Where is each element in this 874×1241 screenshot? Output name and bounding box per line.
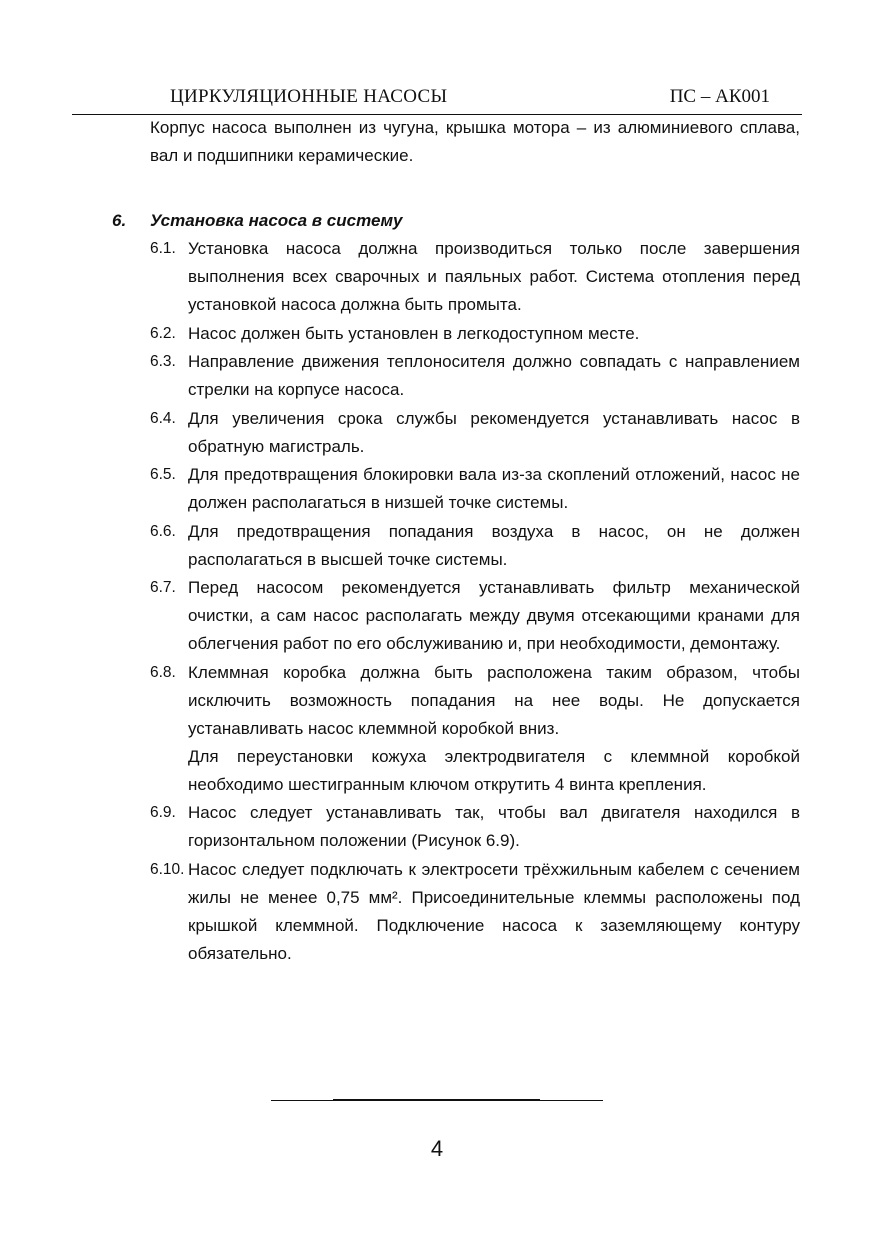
section-heading (112, 207, 402, 235)
list-item (150, 405, 800, 461)
list-item (150, 320, 800, 348)
item-text: Насос следует подключать к электросети трёхжильным кабелем с сечением жилы не менее 0,75 мм². Присоединительные клеммы расположены под крышкой клеммной. Подключение насоса к заземляющему контуру обязательно. (188, 859, 800, 963)
item-text: Направление движения теплоносителя должно совпадать с направлением стрелки на корпусе насоса. (188, 352, 800, 399)
list-item (150, 348, 800, 404)
list-item (150, 518, 800, 574)
list-item (150, 856, 800, 968)
item-number: 6.6. (150, 522, 176, 540)
header-title: ЦИРКУЛЯЦИОННЫЕ НАСОСЫ (170, 86, 448, 107)
item-number: 6.7. (150, 579, 176, 596)
item-number: 6.9. (150, 804, 176, 821)
section-number: 6. (112, 211, 127, 230)
list-item (150, 659, 800, 799)
list-item (150, 799, 800, 855)
section-items (150, 235, 800, 968)
item-number: 6.4. (150, 409, 176, 427)
document-code: ПС – АК001 (669, 86, 770, 107)
item-text: Перед насосом рекомендуется устанавливать фильтр механической очистки, а сам насос располагать между двумя отсекающими кранами для облегчения работ по его обслуживанию и, при необходимости, демонтажу. (188, 578, 800, 653)
item-text: Клеммная коробка должна быть расположена таким образом, чтобы исключить возможность попадания на нее воды. Не допускается устанавливать насос клеммной коробкой вниз. (188, 662, 800, 738)
item-number: 6.1. (150, 240, 176, 257)
item-text: Для предотвращения блокировки вала из-за скоплений отложений, насос не должен располагаться в низшей точке системы. (188, 465, 800, 512)
list-item (150, 235, 800, 319)
list-item (150, 574, 800, 658)
item-text: Установка насоса должна производиться только после завершения выполнения всех сварочных и паяльных работ. Система отопления перед установкой насоса должна быть промыта. (188, 239, 800, 314)
item-text: Насос следует устанавливать так, чтобы вал двигателя находился в горизонтальном положении (Рисунок 6.9). (188, 803, 800, 850)
item-text-continued: Для переустановки кожуха электродвигателя с клеммной коробкой необходимо шестигранным ключом открутить 4 винта крепления. (188, 746, 800, 794)
item-number: 6.2. (150, 324, 176, 342)
page-header (72, 84, 802, 115)
section-title: Установка насоса в систему (150, 211, 403, 230)
item-number: 6.8. (150, 663, 176, 681)
page-number: 4 (430, 1136, 444, 1161)
item-text: Насос должен быть установлен в легкодоступном месте. (188, 323, 640, 343)
footer-divider-accent (333, 1099, 540, 1101)
item-number: 6.3. (150, 353, 176, 370)
item-text: Для предотвращения попадания воздуха в насос, он не должен располагаться в высшей точке системы. (188, 521, 800, 569)
item-number: 6.10. (150, 860, 185, 878)
intro-paragraph: Корпус насоса выполнен из чугуна, крышка мотора – из алюминиевого сплава, вал и подшипники керамические. (150, 118, 800, 165)
item-text: Для увеличения срока службы рекомендуется устанавливать насос в обратную магистраль. (188, 408, 800, 456)
item-number: 6.5. (150, 466, 176, 483)
list-item (150, 461, 800, 517)
